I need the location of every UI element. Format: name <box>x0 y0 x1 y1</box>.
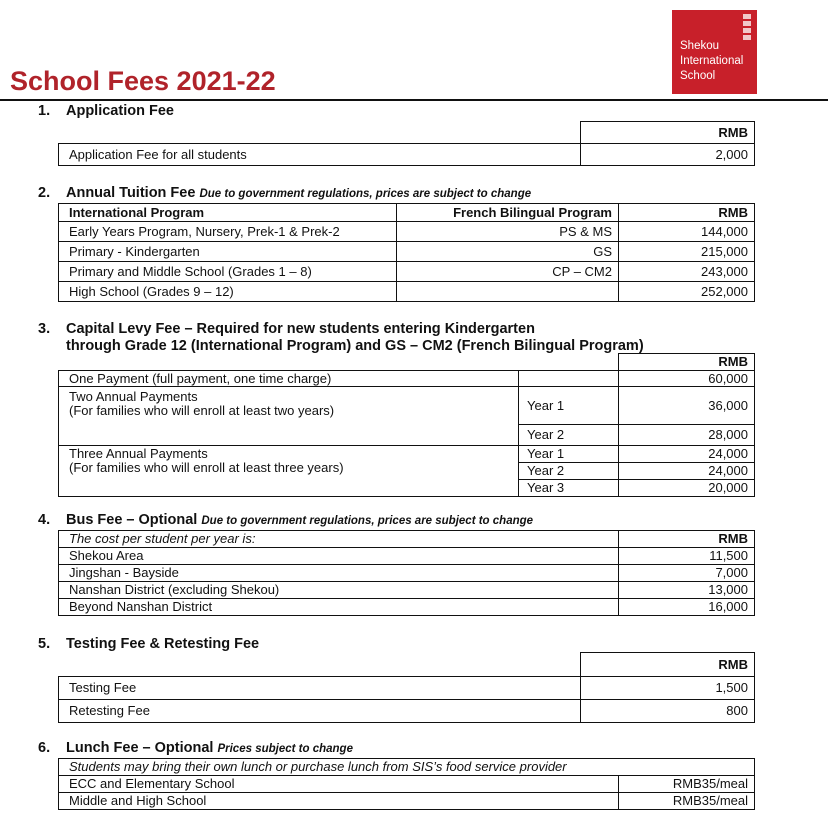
school-logo <box>672 10 757 94</box>
logo-line-2: International <box>680 55 744 67</box>
lunch-fee-table <box>58 758 755 810</box>
table-row <box>59 677 755 700</box>
fee-value: 24,000 <box>619 463 755 480</box>
rmb-header: RMB <box>581 653 755 677</box>
lunch-label: ECC and Elementary School <box>59 776 619 793</box>
table-row <box>59 565 755 582</box>
table-row <box>59 582 755 599</box>
year-label: Year 3 <box>519 480 619 497</box>
table-row <box>59 282 755 302</box>
bus-fee-table <box>58 530 755 616</box>
testing-fee-table <box>58 652 755 723</box>
fee-value: RMB35/meal <box>619 793 755 810</box>
fee-label: Testing Fee <box>59 677 581 700</box>
french-program-cell: GS <box>397 242 619 262</box>
section-title: Application Fee <box>66 103 174 119</box>
fee-value: 28,000 <box>619 425 755 446</box>
bus-area-label: Jingshan - Bayside <box>59 565 619 582</box>
year-label: Year 2 <box>519 463 619 480</box>
application-fee-table <box>58 121 755 166</box>
bus-area-label: Nanshan District (excluding Shekou) <box>59 582 619 599</box>
intl-program-header: International Program <box>59 204 397 222</box>
fee-value: 20,000 <box>619 480 755 497</box>
table-row <box>59 144 755 166</box>
rmb-header: RMB <box>619 204 755 222</box>
fee-value: 7,000 <box>619 565 755 582</box>
section-1-heading <box>38 103 174 119</box>
table-row <box>59 759 755 776</box>
section-title-line-2: through Grade 12 (International Program) and GS – CM2 (French Bilingual Program) <box>66 338 644 354</box>
fee-value: 60,000 <box>619 371 755 387</box>
logo-line-3: School <box>680 70 716 82</box>
rmb-header: RMB <box>581 122 755 144</box>
table-row <box>59 599 755 616</box>
fee-value: 800 <box>581 700 755 723</box>
intl-program-cell: Primary and Middle School (Grades 1 – 8) <box>59 262 397 282</box>
table-row <box>59 242 755 262</box>
logo-text <box>680 39 743 84</box>
cost-note: The cost per student per year is: <box>59 531 619 548</box>
french-program-cell: CP – CM2 <box>397 262 619 282</box>
table-row <box>59 222 755 242</box>
section-2-heading <box>38 185 531 201</box>
option-title: Two Annual Payments <box>69 389 198 404</box>
fee-value: 24,000 <box>619 446 755 463</box>
section-title: Testing Fee & Retesting Fee <box>66 636 260 652</box>
section-title: Annual Tuition Fee <box>66 185 196 201</box>
table-header-row <box>59 531 755 548</box>
french-program-cell <box>397 282 619 302</box>
table-header-row <box>59 122 755 144</box>
title-divider <box>0 99 828 101</box>
section-note: Due to government regulations, prices are subject to change <box>199 188 532 200</box>
section-note: Prices subject to change <box>217 743 353 755</box>
bus-area-label: Shekou Area <box>59 548 619 565</box>
section-number: 2. <box>38 185 51 201</box>
french-program-cell: PS & MS <box>397 222 619 242</box>
fee-value: 1,500 <box>581 677 755 700</box>
fee-value: 252,000 <box>619 282 755 302</box>
section-number: 3. <box>38 321 51 337</box>
year-label: Year 1 <box>519 446 619 463</box>
fee-value: 13,000 <box>619 582 755 599</box>
lunch-label: Middle and High School <box>59 793 619 810</box>
section-title: Bus Fee – Optional <box>66 512 198 528</box>
french-program-header: French Bilingual Program <box>397 204 619 222</box>
table-header-row <box>59 354 755 371</box>
fee-label: Application Fee for all students <box>59 144 581 166</box>
fee-value: 36,000 <box>619 387 755 425</box>
fee-value: 243,000 <box>619 262 755 282</box>
section-5-heading <box>38 636 259 652</box>
intl-program-cell: Primary - Kindergarten <box>59 242 397 262</box>
capital-levy-table <box>58 353 755 497</box>
logo-seal-icon <box>743 14 751 44</box>
page-title: School Fees 2021-22 <box>10 66 276 96</box>
table-row <box>59 387 755 425</box>
section-6-heading <box>38 740 353 756</box>
table-row <box>59 700 755 723</box>
table-row <box>59 371 755 387</box>
fee-value: 2,000 <box>581 144 755 166</box>
section-title: Lunch Fee – Optional <box>66 740 214 756</box>
section-title: Capital Levy Fee – Required for new students entering Kindergarten <box>66 321 535 337</box>
table-row <box>59 776 755 793</box>
tuition-fee-table <box>58 203 755 302</box>
intl-program-cell: High School (Grades 9 – 12) <box>59 282 397 302</box>
lunch-banner: Students may bring their own lunch or purchase lunch from SIS’s food service provider <box>59 759 755 776</box>
section-number: 5. <box>38 636 51 652</box>
rmb-header: RMB <box>619 531 755 548</box>
payment-option-label: One Payment (full payment, one time charge) <box>59 371 519 387</box>
fee-value: 144,000 <box>619 222 755 242</box>
section-number: 6. <box>38 740 51 756</box>
fee-value: 215,000 <box>619 242 755 262</box>
bus-area-label: Beyond Nanshan District <box>59 599 619 616</box>
year-label: Year 2 <box>519 425 619 446</box>
fee-value: 16,000 <box>619 599 755 616</box>
table-row <box>59 446 755 463</box>
section-note: Due to government regulations, prices are subject to change <box>201 515 534 527</box>
payment-option-label <box>59 446 519 497</box>
logo-line-1: Shekou <box>680 40 720 52</box>
fee-value: 11,500 <box>619 548 755 565</box>
fee-value: RMB35/meal <box>619 776 755 793</box>
section-number: 4. <box>38 512 51 528</box>
year-label: Year 1 <box>519 387 619 425</box>
table-header-row <box>59 204 755 222</box>
section-4-heading <box>38 512 533 528</box>
section-3-heading <box>38 321 644 355</box>
table-header-row <box>59 653 755 677</box>
rmb-header: RMB <box>619 354 755 371</box>
payment-option-label <box>59 387 519 446</box>
fee-label: Retesting Fee <box>59 700 581 723</box>
option-subtitle: (For families who will enroll at least three years) <box>69 460 344 475</box>
intl-program-cell: Early Years Program, Nursery, Prek-1 & Prek-2 <box>59 222 397 242</box>
table-row <box>59 548 755 565</box>
option-subtitle: (For families who will enroll at least two years) <box>69 403 335 418</box>
table-row <box>59 793 755 810</box>
table-row <box>59 262 755 282</box>
section-number: 1. <box>38 103 51 119</box>
option-title: Three Annual Payments <box>69 446 208 461</box>
